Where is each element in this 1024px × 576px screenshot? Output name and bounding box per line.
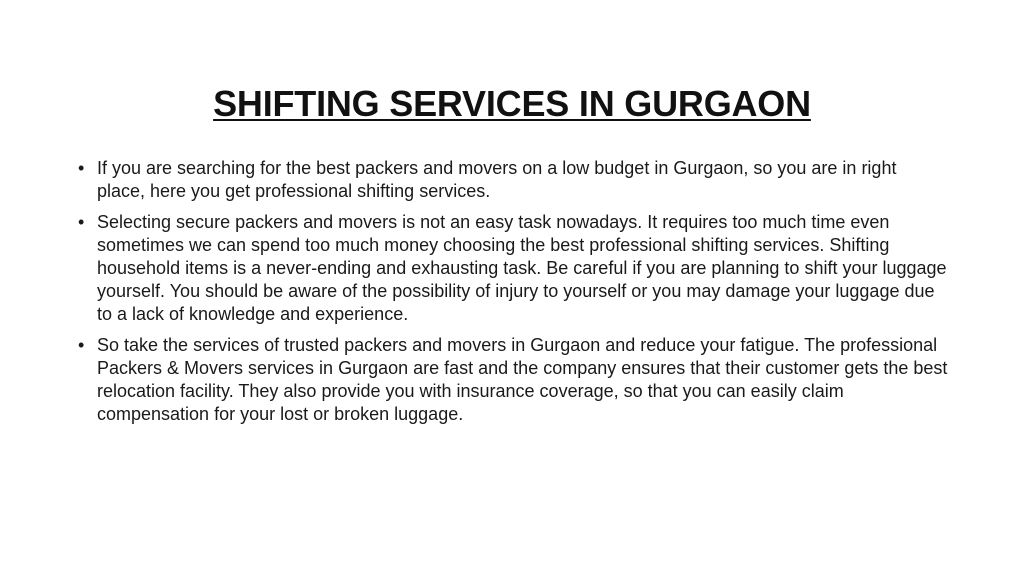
bullet-text-1: If you are searching for the best packers and movers on a low budget in Gurgaon, so you are in right place, here you get professional shifting services.	[97, 158, 897, 201]
bullet-dot-icon: •	[78, 158, 85, 178]
bullet-dot-icon: •	[78, 335, 85, 355]
slide-title: SHIFTING SERVICES IN GURGAON	[213, 83, 811, 125]
bullet-item-2	[76, 211, 948, 326]
bullet-text-2: Selecting secure packers and movers is not an easy task nowadays. It requires too much time even sometimes we can spend too much money choosing the best professional shifting services. Shifting household items is a never-ending and exhausting task. Be careful if you are planning to shift your luggage yourself. You should be aware of the possibility of injury to yourself or you may damage your luggage due to a lack of knowledge and experience.	[97, 212, 947, 324]
bullet-text-3: So take the services of trusted packers and movers in Gurgaon and reduce your fatigue. The professional Packers & Movers services in Gurgaon are fast and the company ensures that their customer gets the best relocation facility. They also provide you with insurance coverage, so that you can easily claim compensation for your lost or broken luggage.	[97, 335, 948, 424]
bullet-list	[76, 157, 948, 434]
bullet-dot-icon: •	[78, 212, 85, 232]
bullet-item-1	[76, 157, 948, 203]
bullet-item-3	[76, 334, 948, 426]
